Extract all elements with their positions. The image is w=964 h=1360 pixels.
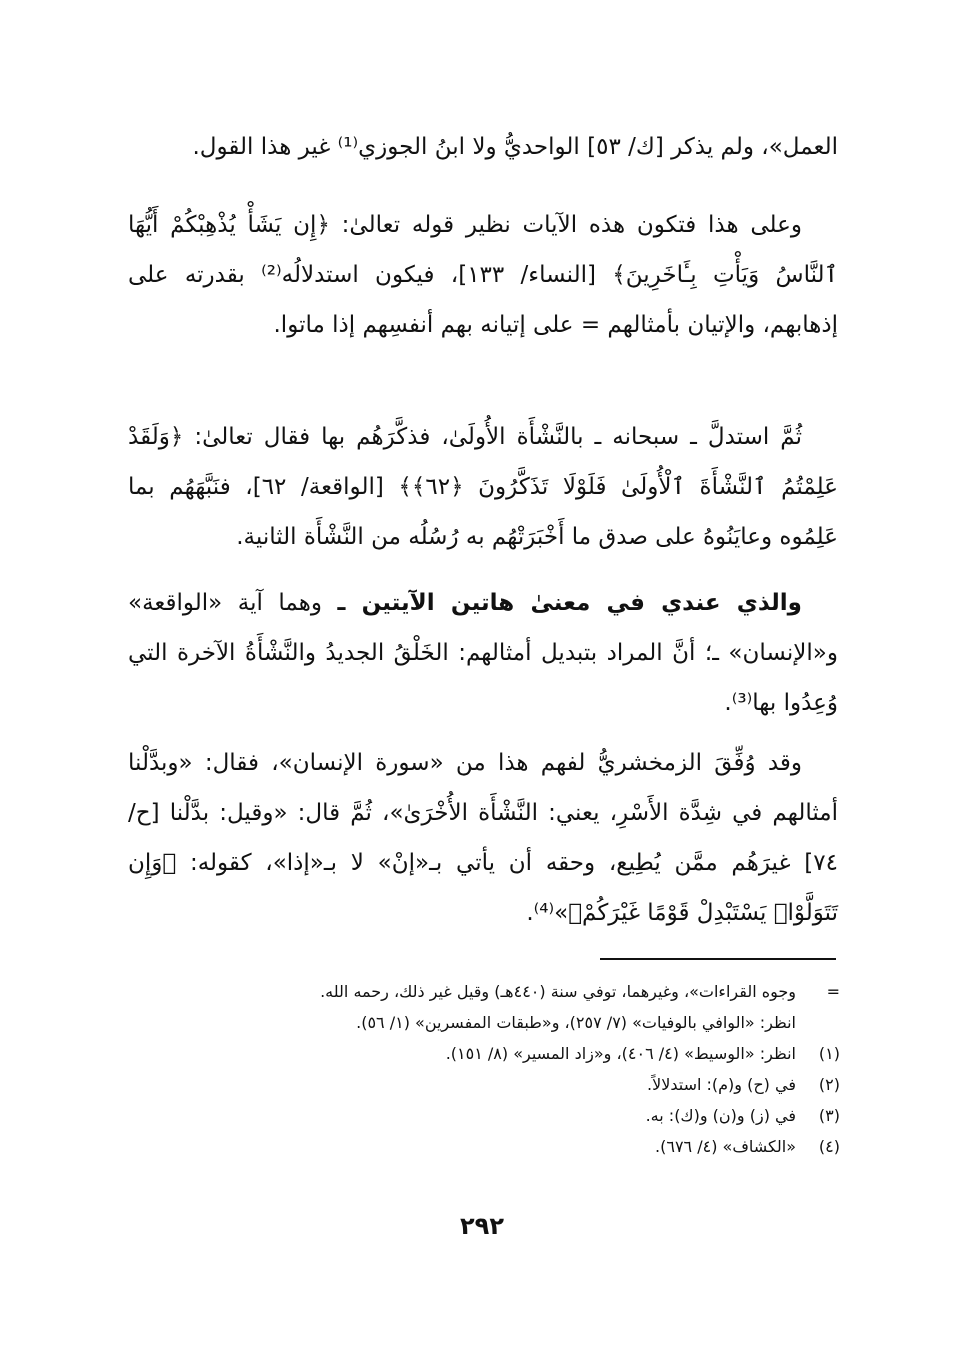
paragraph-2-text: وعلى هذا فتكون هذه الآيات نظير قوله تعالىٰ: ﴿إِن يَشَأْ يُذْهِبْكُمْ أَيُّهَا ٱلنَّاسُ وَيَأْتِ بِـَٔاخَرِينَ﴾ [النساء/ ١٣٣]، فيكون استدلالُه⁽²⁾ بقدرته على إذهابهم، والإتيان بأمثالهم = على إتيانه بهم أنفسِهم إذا ماتوا.: [128, 212, 839, 338]
footnote-text: انظر: «الوسيط» (٤/ ٤٠٦)، و«زاد المسير» (٨/ ١٥١).: [445, 1044, 796, 1063]
paragraph-1-text: العمل»، ولم يذكر [ك/ ٥٣] الواحديُّ ولا ابنُ الجوزي⁽¹⁾ غير هذا القول.: [192, 134, 838, 160]
footnote-continued: [150, 976, 840, 1007]
footnote-3: [150, 1100, 840, 1131]
footnote-2: [150, 1069, 840, 1100]
footnote-marker: (٣): [818, 1106, 840, 1125]
footnote-marker: (٢): [818, 1075, 840, 1094]
footnote-text: «الكشاف» (٤/ ٦٧٦).: [655, 1137, 796, 1156]
footnote-marker: (١): [818, 1044, 840, 1063]
page-number: ٢٩٢: [460, 1212, 504, 1240]
paragraph-1: [128, 122, 838, 172]
footnotes: [150, 976, 840, 1162]
footnote-text: وجوه القراءات»، وغيرهما، توفي سنة (٤٤٠هـ) وقيل غير ذلك، رحمه الله.: [320, 982, 796, 1001]
footnote-1: [150, 1038, 840, 1069]
paragraph-4-rest: وهما آية «الواقعة» و«الإنسان» ـ؛ أنَّ المراد بتبديل أمثالهم: الخَلْقُ الجديدُ والنَّشْأَةُ الآخرة التي وُعِدُوا بها⁽³⁾.: [128, 590, 838, 716]
footnote-text: في (ح) و(م): استدلالاً.: [647, 1075, 796, 1094]
footnote-separator: [600, 958, 836, 960]
paragraph-4-text: [128, 578, 838, 728]
footnote-4: [150, 1131, 840, 1162]
footnote-marker: =: [826, 982, 840, 1001]
paragraph-5-text: وقد وُفِّقَ الزمخشريُّ لفهم هذا من «سورة الإنسان»، فقال: «وبدَّلْنا أمثالهم في شِدَّة الأَسْرِ، يعني: النَّشْأَة الأُخْرَىٰ»، ثُمَّ قال: «وقيل: بدَّلْنا [ح/ ٧٤] غيرَهُم ممَّن يُطِيع، وحقه أن يأتي بـ«إنْ» لا بـ«إذا»، كقوله: ﴿وَإِن تَتَوَلَّوْا۟ يَسْتَبْدِلْ قَوْمًا غَيْرَكُمْ﴾»⁽⁴⁾.: [128, 750, 838, 926]
paragraph-3: [128, 412, 838, 562]
paragraph-5: [128, 738, 838, 938]
footnote-continuation: انظر: «الوافي بالوفيات» (٧/ ٢٥٧)، و«طبقات المفسرين» (١/ ٥٦).: [356, 1013, 796, 1032]
footnote-text: في (ز) و(ن) و(ك): به.: [645, 1106, 796, 1125]
paragraph-4-lead: والذي عندي في معنىٰ هاتين الآيتين ـ: [337, 590, 802, 616]
paragraph-2: [128, 200, 838, 350]
footnote-marker: (٤): [818, 1137, 840, 1156]
paragraph-4: [128, 578, 838, 728]
paragraph-3-text: ثُمَّ استدلَّ ـ سبحانه ـ بالنَّشْأَة الأُولَىٰ، فذكَّرَهُم بها فقال تعالىٰ: ﴿وَلَقَدْ عَلِمْتُمُ ٱلنَّشْأَةَ ٱلْأُولَىٰ فَلَوْلَا تَذَكَّرُونَ ﴿٦٢﴾﴾ [الواقعة/ ٦٢]، فنَبَّهَهُم بما عَلِمُوه وعايَنُوهُ على صدق ما أَخْبَرَتْهُم به رُسُلُه من النَّشْأَة الثانية.: [128, 424, 838, 550]
